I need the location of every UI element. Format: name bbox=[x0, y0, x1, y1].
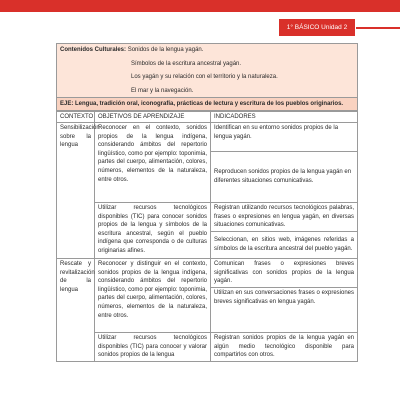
table-header-row bbox=[57, 112, 358, 123]
objective-cell: Utilizar recursos tecnológicos disponibles (TIC) para conocer sonidos propios de la lengua y símbolos de la escritura ancestral, según el pueblo indígena que corresponda o de culturas originarias afines. bbox=[95, 203, 211, 259]
cultural-content-item: Los yagán y su relación con el territorio y la naturaleza. bbox=[131, 74, 278, 80]
indicator-cell: Registran sonidos propios de la lengua yagán en algún medio tecnológico disponible para compartirlos con otros. bbox=[211, 333, 358, 362]
cultural-contents-box bbox=[56, 43, 358, 98]
header-indicators: INDICADORES bbox=[211, 112, 358, 123]
cultural-content-item: Símbolos de la escritura ancestral yagán. bbox=[131, 60, 242, 67]
curriculum-document bbox=[56, 43, 358, 362]
objective-cell: Reconocer en el contexto, sonidos propios de la lengua indígena, considerando ámbitos del repertorio lingüístico, como por ejemplo: toponimia, partes del cuerpo, alimentación, colores, números, elementos de la naturaleza, entre otros. bbox=[95, 123, 211, 203]
learning-objectives-table bbox=[56, 111, 358, 362]
objective-cell: Utilizar recursos tecnológicos disponibles (TIC) para conocer y valorar sonidos propios de la lengua bbox=[95, 333, 211, 362]
indicator-cell: Identifican en su entorno sonidos propios de la lengua yagán. bbox=[211, 123, 358, 152]
indicator-cell: Reproducen sonidos propios de la lengua yagán en diferentes situaciones comunicativas. bbox=[211, 152, 358, 203]
indicator-cell: Seleccionan, en sitios web, imágenes referidas a símbolos de la escritura ancestral del pueblo yagán. bbox=[211, 232, 358, 259]
header-objectives: OBJETIVOS DE APRENDIZAJE bbox=[95, 112, 211, 123]
table-row bbox=[57, 203, 358, 232]
top-red-bar bbox=[0, 0, 400, 12]
cultural-contents-label: Contenidos Culturales: bbox=[60, 47, 127, 53]
indicator-cell: Registran utilizando recursos tecnológicos palabras, frases o expresiones en lengua yagán, en diversas situaciones comunicativas. bbox=[211, 203, 358, 232]
indicator-cell: Comunican frases o expresiones breves significativas con sonidos propios de la lengua yagán. bbox=[211, 259, 358, 288]
context-cell: Sensibilización sobre la lengua bbox=[57, 123, 95, 259]
table-row bbox=[57, 259, 358, 288]
table-row bbox=[57, 333, 358, 362]
cultural-content-item: El mar y la navegación. bbox=[131, 87, 194, 94]
unit-badge: 1° BÁSICO Unidad 2 bbox=[279, 19, 355, 36]
cultural-contents-first-line bbox=[60, 46, 354, 55]
header-rule bbox=[356, 27, 400, 29]
table-row bbox=[57, 123, 358, 152]
cultural-content-item: Sonidos de la lengua yagán. bbox=[127, 47, 204, 53]
context-cell: Rescate y revitalización de la lengua bbox=[57, 259, 95, 362]
indicator-cell: Utilizan en sus conversaciones frases o expresiones breves significativas en lengua yagán. bbox=[211, 288, 358, 333]
header-context: CONTEXTO bbox=[57, 112, 95, 123]
eje-heading: EJE: Lengua, tradición oral, iconografía, prácticas de lectura y escritura de los pueblos originarios. bbox=[56, 98, 358, 111]
objective-cell: Reconocer y distinguir en el contexto, sonidos propios de la lengua indígena, considerando ámbitos del repertorio lingüístico, como por ejemplo: toponimia, partes del cuerpo, alimentación, colores, números, elementos de la naturaleza, entre otros. bbox=[95, 259, 211, 333]
